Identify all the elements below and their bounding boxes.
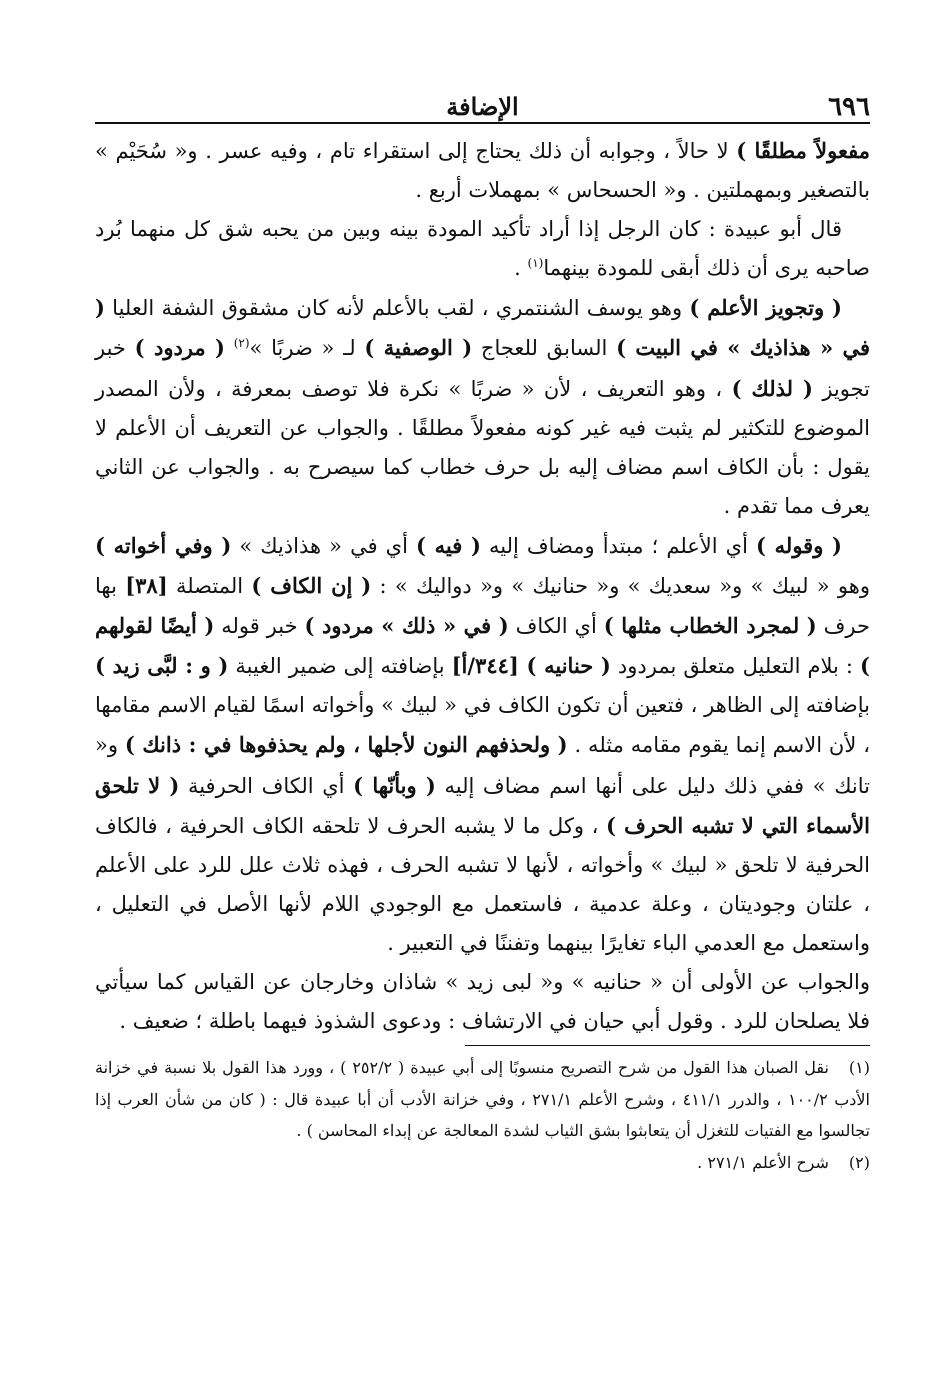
text-run: لـ « ضربًا » [249, 336, 365, 361]
bold-term: ( ولحذفهم النون لأجلها ، ولم يحذفوها في : ذانك ) [124, 732, 568, 758]
bold-term: ( أيضًا لقولهم ) [95, 613, 870, 679]
text-run: ، وهو التعريف ، لأن « ضربًا » نكرة فلا توصف بمعرفة ، ولأن المصدر الموضوع للتكثير لم يثبت فيه غير كونه مفعولاً مطلقًا . والجواب عن التعريف أن الأعلم لا يقول : بأن الكاف اسم مضاف إليه بل حرف خطاب كما سيصرح به . والجواب عن الثاني يعرف مما تقدم . [95, 376, 870, 518]
page-header [95, 92, 870, 122]
bold-term: ( و : لبَّى زيد ) [95, 653, 229, 679]
text-run: وهو « لبيك » و« سعديك » و« حنانيك » و« دواليك » : [371, 574, 870, 599]
text-run: : بلام التعليل متعلق بمردود [610, 654, 861, 679]
footnote-ref: (٢) [233, 336, 250, 351]
bold-term: ( لذلك ) [731, 375, 813, 401]
footnote-number: (٢) [848, 1152, 870, 1172]
text-run: أي في « هذاذيك » [231, 533, 417, 558]
paragraph-1 [95, 131, 870, 210]
manuscript-ref: [٣٨] [125, 573, 168, 599]
bold-term: ( وفي أخواته ) [95, 532, 232, 558]
bold-term: ( مردود ) [134, 335, 225, 361]
page-number: ٦٩٦ [828, 92, 870, 122]
bold-term: ( وقوله ) [756, 532, 842, 558]
text-run: بها حرف [95, 574, 870, 639]
bold-term: ( الوصفية ) [364, 335, 473, 361]
paragraph-4 [95, 526, 870, 963]
book-page [95, 92, 870, 1178]
paragraph-3 [95, 288, 870, 526]
text-run: بإضافته إلى ضمير الغيبة [228, 654, 452, 679]
paragraph-2 [95, 210, 870, 288]
text-run: بإضافته إلى الظاهر ، فتعين أن تكون الكاف في « لبيك » وأخواته اسمًا لقيام الاسم مقامها ، لأن الاسم إنما يقوم مقامه مثله . [95, 693, 870, 758]
footnote-text: شرح الأعلم ٢٧١/١ . [697, 1152, 829, 1172]
bold-term: مفعولاً مطلقًا ) [736, 138, 870, 163]
text-run: لا حالاً ، وجوابه أن ذلك يحتاج إلى استقراء تام ، وفيه عسر . و« سُحَيْم » بالتصغير وبمهملتين . و« الحسحاس » بمهملات أربع . [95, 139, 870, 203]
text-run: قال أبو عبيدة : كان الرجل إذا أراد تأكيد المودة بينه وبين من يحبه شق كل منهما بُرد صاحبه يرى أن ذلك أبقى للمودة بينهما [95, 217, 870, 281]
text-run: خبر تجويز [95, 336, 871, 401]
bold-term: ( وتجويز الأعلم ) [689, 295, 842, 321]
footnotes [95, 1052, 870, 1178]
bold-term: ( في « ذلك » مردود ) [304, 613, 509, 639]
header-rule [95, 122, 870, 124]
running-title: الإضافة [446, 92, 519, 121]
text-run: و« تانك » ففي ذلك دليل على أنها اسم مضاف إليه [95, 733, 870, 798]
bold-term: ( إن الكاف ) [251, 573, 372, 599]
text-run: ، وكل ما لا يشبه الحرف لا تلحقه الكاف الحرفية ، فالكاف الحرفية لا تلحق « لبيك » وأخواته ، لأنها لا تشبه الحرف ، فهذه ثلاث علل للرد على الأعلم ، علتان وجوديتان ، وعلة عدمية ، فاستعمل مع الوجودي اللام لأنها الأصل في التعليل ، واستعمل مع العدمي الباء تغايرًا بينهما وتفننًا في التعبير . [95, 813, 870, 955]
paragraph-5: والجواب عن الأولى أن « حنانيه » و« لبى زيد » شاذان وخارجان عن القياس كما سيأتي فلا يصلحان للرد . وقول أبي حيان في الارتشاف : ودعوى الشذوذ فيهما باطلة ؛ ضعيف . [95, 969, 870, 1034]
text-run: أي الكاف [508, 614, 604, 639]
bold-term: ( لمجرد الخطاب مثلها ) [603, 613, 817, 639]
bold-term: ( حنانيه ) [٣٤٤/أ] [451, 653, 611, 679]
text-run: أي الأعلم ؛ مبتدأ ومضاف إليه [480, 533, 757, 558]
text-run: . [514, 256, 528, 281]
bold-term: ( لا تلحق الأسماء التي لا تشبه الحرف ) [95, 772, 870, 838]
footnote-2 [95, 1147, 870, 1179]
footnote-ref: (١) [527, 256, 544, 271]
footnote-1 [95, 1052, 870, 1147]
text-run: وهو يوسف الشنتمري ، لقب بالأعلم لأنه كان مشقوق الشفة العليا [104, 296, 690, 321]
footnote-rule [465, 1045, 870, 1046]
body-text [95, 131, 870, 1041]
bold-term: ( في « هذاذيك » في البيت ) [95, 295, 870, 361]
text-run: أي الكاف الحرفية [179, 773, 354, 798]
text-run: خبر قوله [214, 614, 305, 639]
footnote-text: نقل الصبان هذا القول من شرح التصريح منسوبًا إلى أبي عبيدة ( ٢٥٢/٢ ) ، وورد هذا القول بلا نسبة في خزانة الأدب ١٠٠/٢ ، والدرر ٤١١/١ ، وشرح الأعلم ٢٧١/١ ، وفي خزانة الأدب أن أبا عبيدة قال : ( كان من شأن العرب إذا تجالسوا مع الفتيات للتغزل أن يتعابثوا بشق الثياب لشدة المعالجة عن إبداء المحاسن ) . [95, 1058, 871, 1141]
footnote-number: (١) [848, 1058, 870, 1078]
text-run: المتصلة [167, 574, 252, 599]
bold-term: ( فيه ) [416, 532, 481, 558]
text-run: السابق للعجاج [472, 336, 617, 361]
bold-term: ( وبأنّها ) [353, 772, 436, 798]
